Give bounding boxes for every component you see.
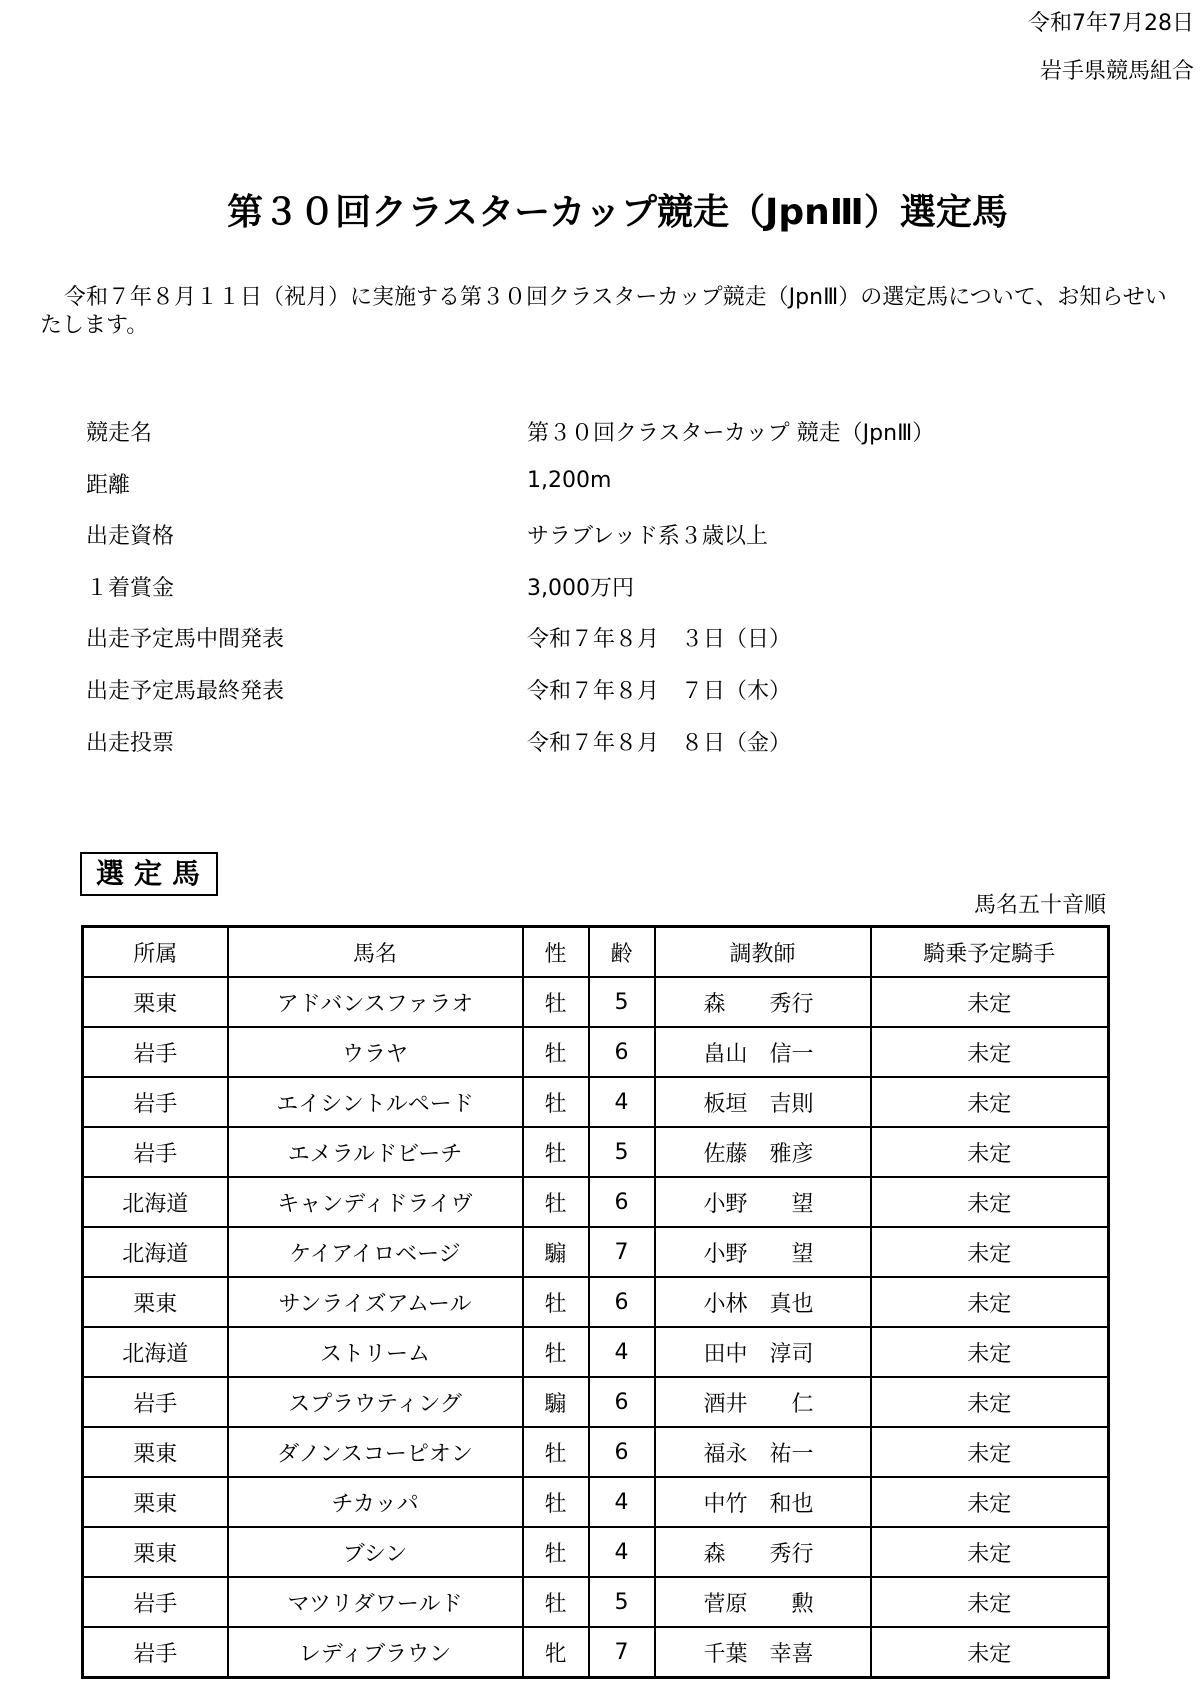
jockey-cell: 未定 (871, 1527, 1109, 1577)
table-row (83, 1527, 1109, 1577)
table-row (83, 1627, 1109, 1678)
affiliation-cell: 岩手 (83, 1027, 228, 1077)
trainer-cell: 小野 望 (655, 1227, 871, 1277)
horse-name-cell: スプラウティング (228, 1377, 523, 1427)
race-info-row (86, 416, 934, 468)
horse-name-cell: サンライズアムール (228, 1277, 523, 1327)
sex-cell: 牡 (523, 1527, 589, 1577)
jockey-cell: 未定 (871, 1377, 1109, 1427)
age-cell: 7 (589, 1627, 655, 1678)
age-cell: 5 (589, 977, 655, 1027)
affiliation-cell: 岩手 (83, 1577, 228, 1627)
horse-name-cell: チカッパ (228, 1477, 523, 1527)
jockey-cell: 未定 (871, 1327, 1109, 1377)
race-info-row (86, 726, 934, 778)
jockey-cell: 未定 (871, 1477, 1109, 1527)
selected-horses-table (81, 925, 1110, 1679)
table-row (83, 1427, 1109, 1477)
sex-cell: 牡 (523, 1477, 589, 1527)
jockey-cell: 未定 (871, 1127, 1109, 1177)
age-cell: 6 (589, 1177, 655, 1227)
table-row (83, 1577, 1109, 1627)
horse-name-cell: ブシン (228, 1527, 523, 1577)
affiliation-cell: 栗東 (83, 1527, 228, 1577)
column-header-horse-name: 馬名 (228, 927, 523, 978)
affiliation-cell: 岩手 (83, 1077, 228, 1127)
jockey-cell: 未定 (871, 1177, 1109, 1227)
race-info-value: 令和７年８月 ３日（日） (527, 627, 792, 653)
race-info-row (86, 468, 934, 520)
trainer-cell: 板垣 吉則 (655, 1077, 871, 1127)
trainer-cell: 小林 真也 (655, 1277, 871, 1327)
race-info-table (86, 416, 934, 777)
affiliation-cell: 北海道 (83, 1227, 228, 1277)
column-header-trainer: 調教師 (655, 927, 871, 978)
race-info-value: 令和７年８月 ７日（木） (527, 678, 792, 704)
table-row (83, 1177, 1109, 1227)
race-info-label: 出走投票 (86, 730, 175, 756)
age-cell: 6 (589, 1427, 655, 1477)
horse-name-cell: キャンディドライヴ (228, 1177, 523, 1227)
table-header-row (83, 927, 1109, 978)
age-cell: 4 (589, 1527, 655, 1577)
affiliation-cell: 栗東 (83, 1477, 228, 1527)
sex-cell: 牝 (523, 1627, 589, 1678)
column-header-affiliation: 所属 (83, 927, 228, 978)
race-info-label: 出走予定馬最終発表 (86, 678, 285, 704)
race-info-value: 令和７年８月 ８日（金） (527, 730, 792, 756)
sort-order-note: 馬名五十音順 (973, 893, 1106, 918)
affiliation-cell: 栗東 (83, 1277, 228, 1327)
race-info-value: 1,200m (527, 467, 612, 493)
trainer-cell: 佐藤 雅彦 (655, 1127, 871, 1177)
jockey-cell: 未定 (871, 1027, 1109, 1077)
trainer-cell: 千葉 幸喜 (655, 1627, 871, 1678)
trainer-cell: 森 秀行 (655, 1527, 871, 1577)
affiliation-cell: 岩手 (83, 1627, 228, 1678)
horse-name-cell: ケイアイロベージ (228, 1227, 523, 1277)
race-info-row (86, 519, 934, 571)
sex-cell: 牡 (523, 1127, 589, 1177)
age-cell: 4 (589, 1477, 655, 1527)
sex-cell: 牡 (523, 1577, 589, 1627)
trainer-cell: 田中 淳司 (655, 1327, 871, 1377)
table-row (83, 1077, 1109, 1127)
race-info-label: 出走資格 (86, 524, 175, 550)
sex-cell: 牡 (523, 1077, 589, 1127)
table-row (83, 1277, 1109, 1327)
table-row (83, 1327, 1109, 1377)
table-row (83, 1477, 1109, 1527)
trainer-cell: 福永 祐一 (655, 1427, 871, 1477)
sex-cell: 牡 (523, 1027, 589, 1077)
jockey-cell: 未定 (871, 1227, 1109, 1277)
age-cell: 7 (589, 1227, 655, 1277)
table-row (83, 1127, 1109, 1177)
affiliation-cell: 岩手 (83, 1377, 228, 1427)
race-info-value: サラブレッド系３歳以上 (527, 524, 768, 550)
page-title: 第３０回クラスターカップ競走（JpnⅢ）選定馬 (227, 192, 1008, 233)
race-info-row (86, 674, 934, 726)
jockey-cell: 未定 (871, 1077, 1109, 1127)
race-info-row (86, 622, 934, 674)
sex-cell: 騸 (523, 1377, 589, 1427)
horse-name-cell: ダノンスコーピオン (228, 1427, 523, 1477)
column-header-jockey: 騎乗予定騎手 (871, 927, 1109, 978)
trainer-cell: 畠山 信一 (655, 1027, 871, 1077)
section-heading-selected-horses: 選定馬 (80, 852, 218, 896)
trainer-cell: 酒井 仁 (655, 1377, 871, 1427)
jockey-cell: 未定 (871, 1277, 1109, 1327)
sex-cell: 騸 (523, 1227, 589, 1277)
sex-cell: 牡 (523, 1427, 589, 1477)
jockey-cell: 未定 (871, 1577, 1109, 1627)
horse-name-cell: ストリーム (228, 1327, 523, 1377)
horse-name-cell: ウラヤ (228, 1027, 523, 1077)
table-row (83, 1227, 1109, 1277)
affiliation-cell: 北海道 (83, 1327, 228, 1377)
affiliation-cell: 栗東 (83, 977, 228, 1027)
race-info-value: 第３０回クラスターカップ 競走（JpnⅢ） (527, 421, 935, 446)
trainer-cell: 菅原 勲 (655, 1577, 871, 1627)
jockey-cell: 未定 (871, 1627, 1109, 1678)
horse-name-cell: レディブラウン (228, 1627, 523, 1678)
race-info-label: 出走予定馬中間発表 (86, 627, 285, 653)
age-cell: 5 (589, 1127, 655, 1177)
jockey-cell: 未定 (871, 1427, 1109, 1477)
column-header-sex: 性 (523, 927, 589, 978)
trainer-cell: 小野 望 (655, 1177, 871, 1227)
sex-cell: 牡 (523, 977, 589, 1027)
table-row (83, 977, 1109, 1027)
age-cell: 6 (589, 1027, 655, 1077)
age-cell: 4 (589, 1077, 655, 1127)
table-row (83, 1027, 1109, 1077)
issuing-organization: 岩手県競馬組合 (1039, 59, 1194, 84)
race-info-label: 競走名 (86, 421, 153, 446)
document-date: 令和7年7月28日 (1028, 11, 1194, 36)
race-info-row (86, 571, 934, 623)
sex-cell: 牡 (523, 1327, 589, 1377)
trainer-cell: 森 秀行 (655, 977, 871, 1027)
table-row (83, 1377, 1109, 1427)
age-cell: 5 (589, 1577, 655, 1627)
age-cell: 6 (589, 1277, 655, 1327)
race-info-label: 距離 (86, 472, 131, 498)
race-info-label: １着賞金 (86, 575, 175, 601)
race-info-value: 3,000万円 (527, 575, 634, 601)
intro-paragraph: 令和７年８月１１日（祝月）に実施する第３０回クラスターカップ競走（JpnⅢ）の選定馬について、お知らせいたします。 (40, 285, 1167, 338)
horse-name-cell: エメラルドビーチ (228, 1127, 523, 1177)
column-header-age: 齢 (589, 927, 655, 978)
affiliation-cell: 岩手 (83, 1127, 228, 1177)
age-cell: 4 (589, 1327, 655, 1377)
horse-name-cell: アドバンスファラオ (228, 977, 523, 1027)
trainer-cell: 中竹 和也 (655, 1477, 871, 1527)
sex-cell: 牡 (523, 1277, 589, 1327)
horse-name-cell: エイシントルペード (228, 1077, 523, 1127)
age-cell: 6 (589, 1377, 655, 1427)
jockey-cell: 未定 (871, 977, 1109, 1027)
horse-name-cell: マツリダワールド (228, 1577, 523, 1627)
affiliation-cell: 栗東 (83, 1427, 228, 1477)
affiliation-cell: 北海道 (83, 1177, 228, 1227)
sex-cell: 牡 (523, 1177, 589, 1227)
